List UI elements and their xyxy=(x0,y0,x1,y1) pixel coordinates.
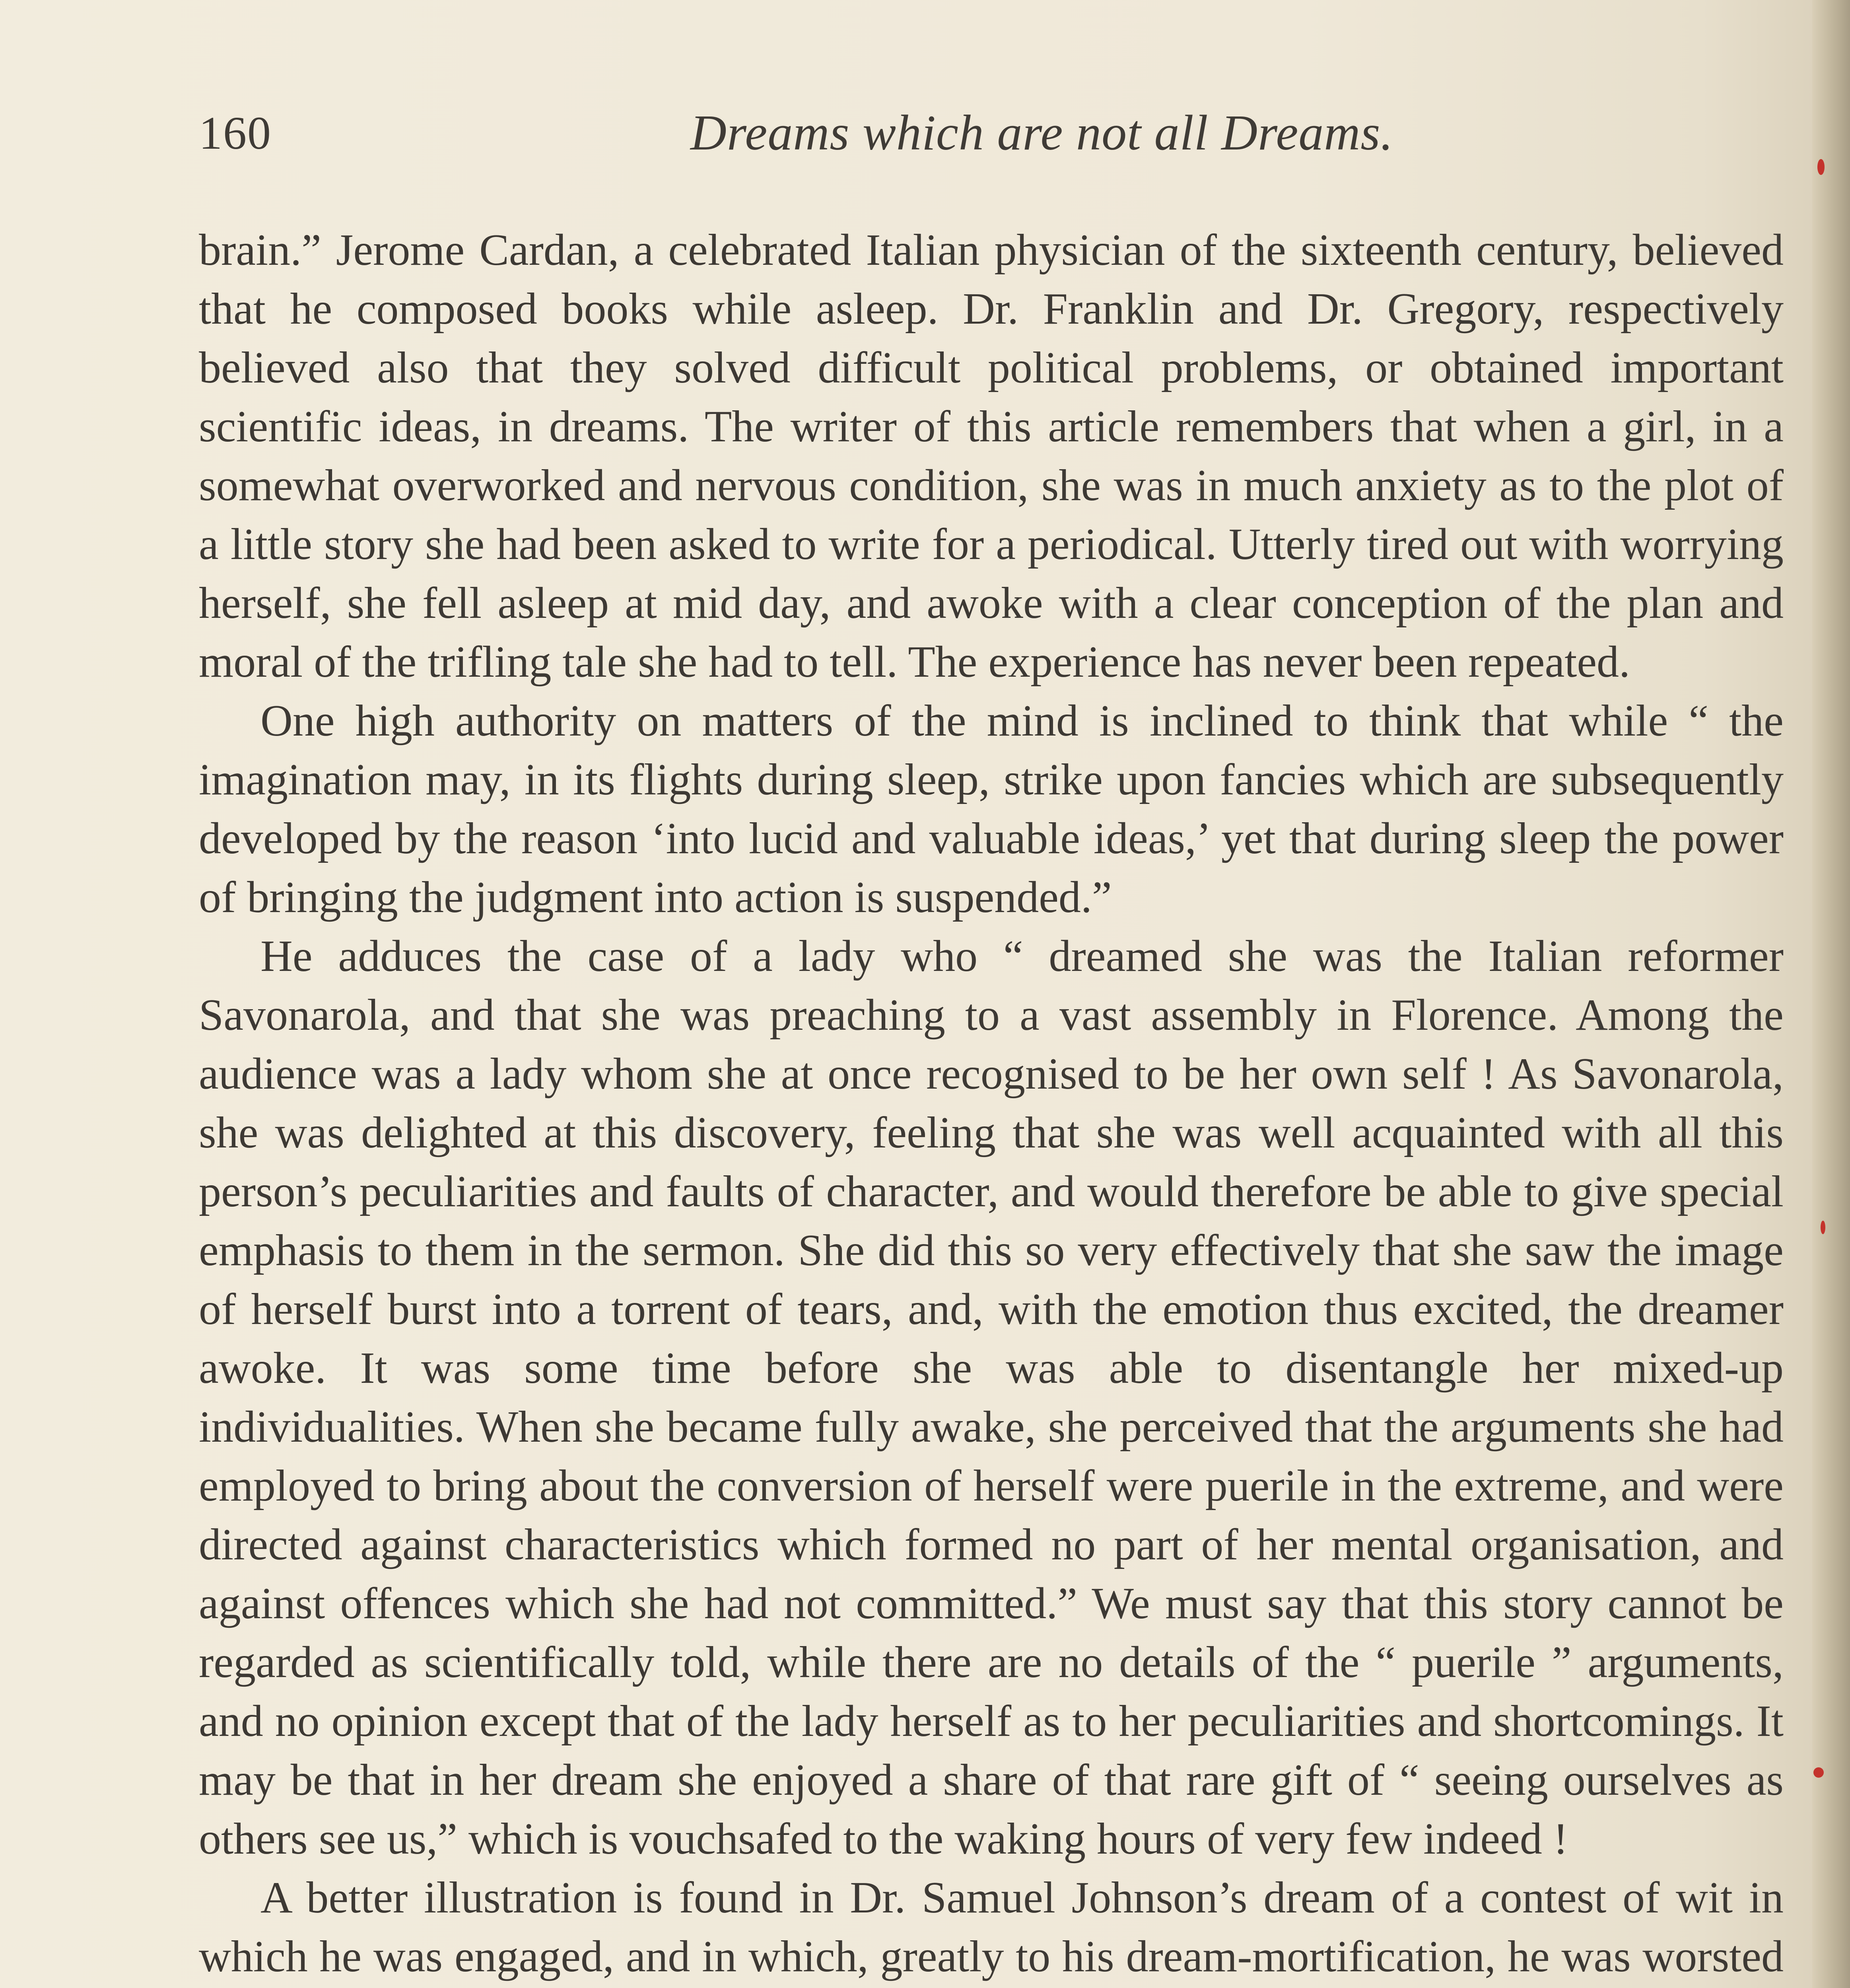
paragraph-3: He adduces the case of a lady who “ dreamed she was the Italian reformer Savonarola, and that she was preaching to a vast assembly in Florence. Among the audience was a lady whom she at once recognised to be her own self ! As Savonarola, she was delighted at this discovery, feeling that she was well acquainted with all this person’s peculiarities and faults of character, and would therefore be able to give special emphasis to them in the sermon. She did this so very effectively that she saw the image of herself burst into a torrent of tears, and, with the emotion thus excited, the dreamer awoke. It was some time before she was able to disentangle her mixed-up individualities. When she became fully awake, she perceived that the arguments she had employed to bring about the conversion of herself were puerile in the extreme, and were directed against characteristics which formed no part of her mental organisation, and against offences which she had not committed.” We must say that this story cannot be regarded as scientifically told, while there are no details of the “ puerile ” arguments, and no opinion except that of the lady herself as to her peculiarities and shortcomings. It may be that in her dream she enjoyed a share of that rare gift of “ seeing ourselves as others see us,” which is vouchsafed to the waking hours of very few indeed ! xyxy=(199,932,1784,1864)
paragraph-4: A better illustration is found in Dr. Samuel Johnson’s dream of a contest of wit in which he was engaged, and in which, greatly to his dream-mortification, he was worsted xyxy=(199,1873,1784,1981)
paragraph-1: brain.” Jerome Cardan, a celebrated Italian physician of the sixteenth century, believed that he composed books while asleep. Dr. Franklin and Dr. Gregory, respectively believed also that they solved difficult political problems, or obtained important scientific ideas, in dreams. The writer of this article remembers that when a girl, in a somewhat overworked and nervous condition, she was in much anxiety as to the plot of a little story she had been asked to write for a periodical. Utterly tired out with worrying herself, she fell asleep at mid day, and awoke with a clear conception of the plan and moral of the trifling tale she had to tell. The experience has never been repeated. xyxy=(199,225,1784,687)
paragraph-2: One high authority on matters of the mind is inclined to think that while “ the imagination may, in its flights during sleep, strike upon fancies which are subsequently developed by the reason ‘into lucid and valuable ideas,’ yet that during sleep the power of bringing the judgment into action is suspended.” xyxy=(199,696,1784,922)
red-margin-mark-2 xyxy=(1821,1221,1825,1234)
body-text xyxy=(199,221,1784,1988)
running-title: Dreams which are not all Dreams. xyxy=(690,105,1393,161)
page-header xyxy=(199,105,1778,173)
page-edge xyxy=(1812,0,1850,1988)
red-margin-mark-3 xyxy=(1813,1767,1824,1778)
red-margin-mark-1 xyxy=(1817,159,1825,175)
page-number: 160 xyxy=(199,107,272,159)
